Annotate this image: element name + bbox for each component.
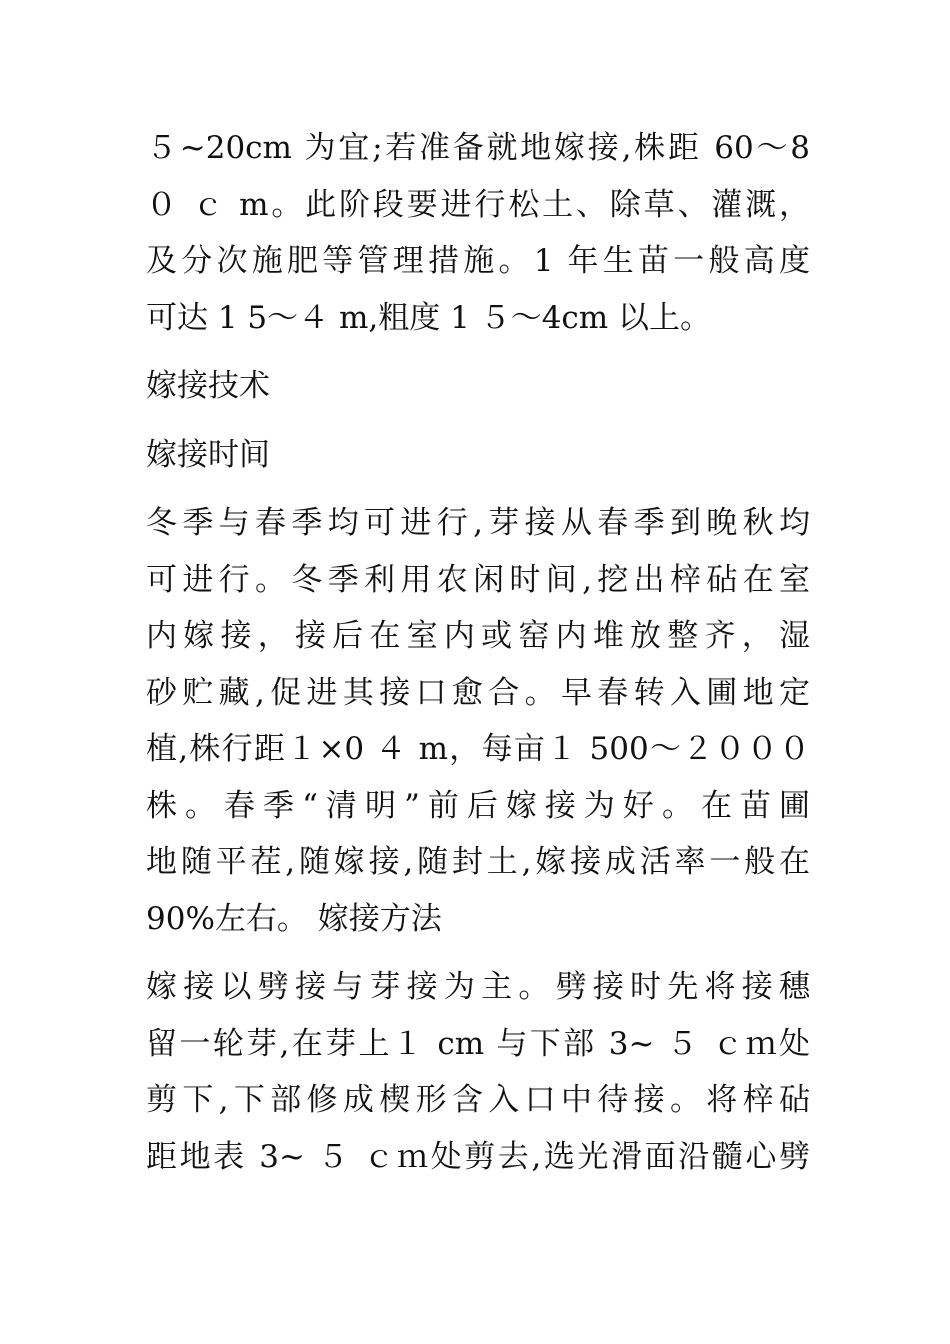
text-line: 留一轮芽,在芽上１ cm 与下部 3~ ５ ｃｍ处 [146, 1025, 810, 1062]
text-line: 地随平茬,随嫁接,随封土,嫁接成活率一般在 [146, 844, 810, 880]
heading-text: 嫁接时间 [146, 436, 270, 473]
heading-text: 嫁接技术 [146, 368, 270, 404]
text-line: 90%左右。 嫁接方法 [146, 900, 442, 937]
text-line: 剪下,下部修成楔形含入口中待接。将梓砧 [146, 1082, 810, 1118]
text-line: 及分次施肥等管理措施。1 年生苗一般高度 [146, 243, 810, 279]
text-line: 冬季与春季均可进行,芽接从春季到晚秋均 [146, 505, 810, 541]
text-line: 株。春季“清明”前后嫁接为好。在苗圃 [146, 787, 810, 824]
paragraph-grafting-time [146, 495, 810, 947]
text-line: 内嫁接，接后在室内或窑内堆放整齐，湿 [146, 618, 810, 654]
section-heading-grafting-time [146, 427, 810, 484]
text-line: ５~20cm 为宜;若准备就地嫁接,株距 60～8 [146, 130, 810, 166]
text-line: 嫁接以劈接与芽接为主。劈接时先将接穗 [146, 969, 810, 1005]
paragraph-grafting-method [146, 959, 810, 1185]
text-line: 砂贮藏,促进其接口愈合。早春转入圃地定 [146, 674, 810, 711]
text-line: 可进行。冬季利用农闲时间,挖出梓砧在室 [146, 561, 810, 598]
text-line: ０ ｃ m。此阶段要进行松土、除草、灌溉， [146, 186, 810, 223]
text-line: 距地表 3~ ５ ｃｍ处剪去,选光滑面沿髓心劈 [146, 1138, 810, 1175]
document-body [146, 120, 810, 1197]
text-line: 可达 1 5～４ m,粗度 1 ５～4cm 以上。 [146, 299, 712, 336]
text-line: 植,株行距１×0 ４ m，每亩１ 500～２０００ [146, 731, 810, 767]
section-heading-grafting-technique [146, 358, 810, 415]
paragraph-seedling-care [146, 120, 810, 346]
